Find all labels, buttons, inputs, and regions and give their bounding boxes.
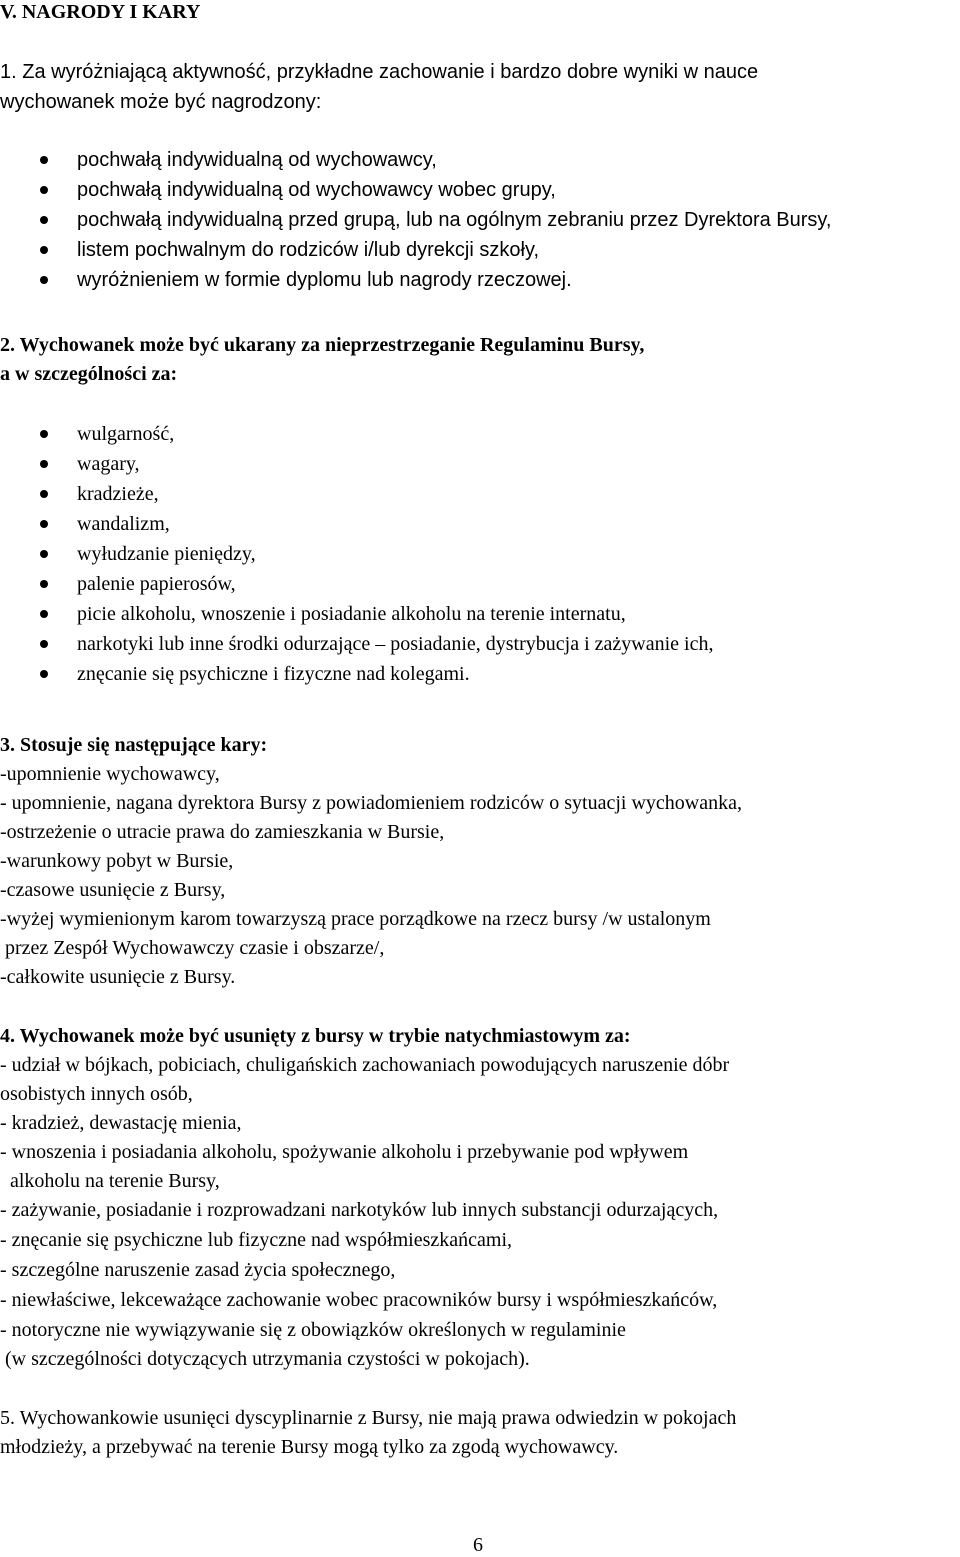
section1-intro-line2: wychowanek może być nagrodzony:	[0, 91, 322, 113]
section4-line: - znęcanie się psychiczne lub fizyczne nad współmieszkańcami,	[0, 1229, 513, 1251]
section4-line: (w szczególności dotyczących utrzymania czystości w pokojach).	[0, 1348, 530, 1370]
list-item-text: narkotyki lub inne środki odurzające – posiadanie, dystrybucja i zażywanie ich,	[77, 633, 714, 655]
bullet-icon	[40, 640, 48, 648]
bullet-icon	[40, 246, 48, 254]
section4-title: 4. Wychowanek może być usunięty z bursy w trybie natychmiastowym za:	[0, 1025, 631, 1047]
section3-line: przez Zespół Wychowawczy czasie i obszarze/,	[0, 937, 385, 959]
list-item-text: kradzieże,	[77, 483, 159, 505]
section3-line: -całkowite usunięcie z Bursy.	[0, 966, 236, 988]
list-item-text: wyłudzanie pieniędzy,	[77, 543, 256, 565]
section3-line: -upomnienie wychowawcy,	[0, 763, 220, 785]
list-item-text: znęcanie się psychiczne i fizyczne nad kolegami.	[77, 663, 470, 685]
section4-line: - notoryczne nie wywiązywanie się z obowiązków określonych w regulaminie	[0, 1319, 626, 1341]
section4-line: - wnoszenia i posiadania alkoholu, spożywanie alkoholu i przebywanie pod wpływem	[0, 1141, 689, 1163]
bullet-icon	[40, 460, 48, 468]
bullet-icon	[40, 430, 48, 438]
section4-line: osobistych innych osób,	[0, 1083, 193, 1105]
section4-line: - udział w bójkach, pobiciach, chuligańskich zachowaniach powodujących naruszenie dóbr	[0, 1054, 730, 1076]
section5-line1: 5. Wychowankowie usunięci dyscyplinarnie z Bursy, nie mają prawa odwiedzin w pokojach	[0, 1407, 737, 1429]
section4-line: - kradzież, dewastację mienia,	[0, 1112, 242, 1134]
list-item-text: pochwałą indywidualną od wychowawcy wobec grupy,	[77, 179, 556, 201]
section3-title: 3. Stosuje się następujące kary:	[0, 734, 268, 756]
list-item-text: listem pochwalnym do rodziców i/lub dyrekcji szkoły,	[77, 239, 540, 261]
section3-line: -ostrzeżenie o utracie prawa do zamieszkania w Bursie,	[0, 821, 445, 843]
section1-intro-line1: 1. Za wyróżniającą aktywność, przykładne zachowanie i bardzo dobre wyniki w nauce	[0, 61, 759, 83]
section4-line: - niewłaściwe, lekceważące zachowanie wobec pracowników bursy i współmieszkańców,	[0, 1289, 718, 1311]
section3-line: -wyżej wymienionym karom towarzyszą prace porządkowe na rzecz bursy /w ustalonym	[0, 908, 711, 930]
bullet-icon	[40, 610, 48, 618]
list-item-text: wandalizm,	[77, 513, 170, 535]
list-item-text: pochwałą indywidualną przed grupą, lub na ogólnym zebraniu przez Dyrektora Bursy,	[77, 209, 832, 231]
section3-line: -czasowe usunięcie z Bursy,	[0, 879, 226, 901]
page-number: 6	[473, 1534, 483, 1556]
section4-line: - zażywanie, posiadanie i rozprowadzani narkotyków lub innych substancji odurzających,	[0, 1199, 719, 1221]
section3-line: -warunkowy pobyt w Bursie,	[0, 850, 234, 872]
section2-intro-line2: a w szczególności za:	[0, 363, 178, 385]
bullet-icon	[40, 520, 48, 528]
bullet-icon	[40, 550, 48, 558]
list-item-text: wyróżnieniem w formie dyplomu lub nagrody rzeczowej.	[77, 269, 572, 291]
bullet-icon	[40, 276, 48, 284]
bullet-icon	[40, 490, 48, 498]
page-heading: V. NAGRODY I KARY	[0, 1, 201, 23]
section5-line2: młodzieży, a przebywać na terenie Bursy mogą tylko za zgodą wychowawcy.	[0, 1436, 619, 1458]
bullet-icon	[40, 156, 48, 164]
list-item-text: picie alkoholu, wnoszenie i posiadanie alkoholu na terenie internatu,	[77, 603, 626, 625]
bullet-icon	[40, 216, 48, 224]
list-item-text: palenie papierosów,	[77, 573, 236, 595]
list-item-text: wagary,	[77, 453, 140, 475]
bullet-icon	[40, 186, 48, 194]
section2-intro-line1: 2. Wychowanek może być ukarany za nieprzestrzeganie Regulaminu Bursy,	[0, 334, 645, 356]
section4-line: alkoholu na terenie Bursy,	[0, 1170, 220, 1192]
section3-line: - upomnienie, nagana dyrektora Bursy z powiadomieniem rodziców o sytuacji wychowanka,	[0, 792, 743, 814]
section4-line: - szczególne naruszenie zasad życia społecznego,	[0, 1259, 396, 1281]
bullet-icon	[40, 670, 48, 678]
list-item-text: wulgarność,	[77, 423, 175, 445]
list-item-text: pochwałą indywidualną od wychowawcy,	[77, 149, 437, 171]
bullet-icon	[40, 580, 48, 588]
